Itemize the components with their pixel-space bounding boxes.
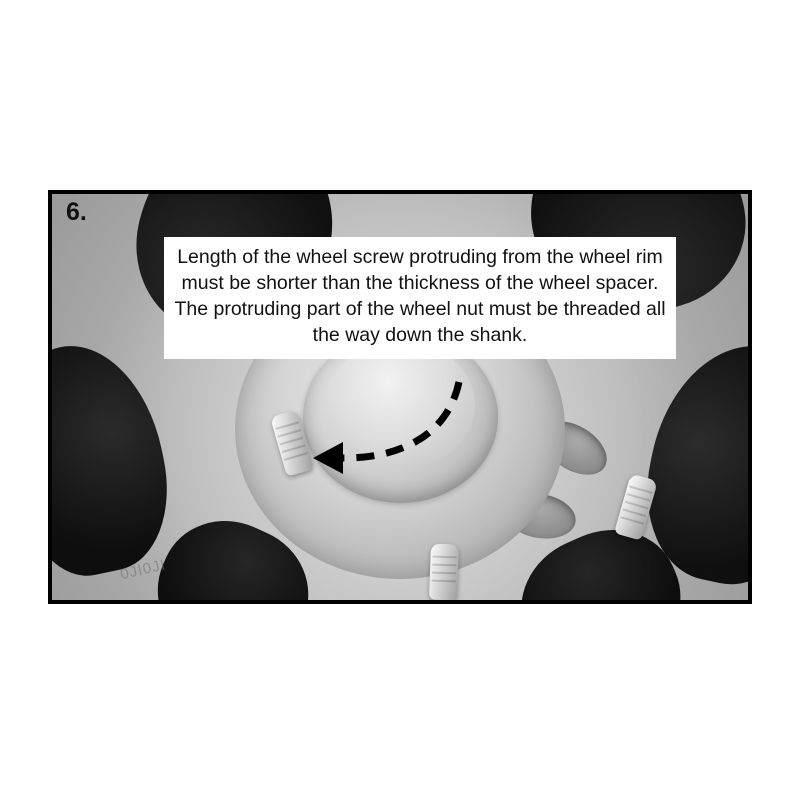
wheel-marking-left: 0JI0JI — [118, 556, 168, 584]
caption-line-3: The protruding part of the wheel nut must be threaded all — [174, 297, 666, 320]
caption-line-1: Length of the wheel screw protruding from the wheel rim — [177, 246, 663, 268]
instruction-panel — [48, 190, 752, 604]
caption-box — [164, 237, 676, 359]
caption-line-4: the way down the shank. — [312, 323, 528, 346]
wheel-spoke-window — [52, 331, 184, 587]
step-number: 6. — [66, 198, 87, 226]
wheel-hub-center-cap — [325, 341, 475, 469]
caption-line-2: must be shorter than the thickness of the wheel spacer. — [181, 271, 659, 294]
wheel-stud — [429, 544, 459, 600]
